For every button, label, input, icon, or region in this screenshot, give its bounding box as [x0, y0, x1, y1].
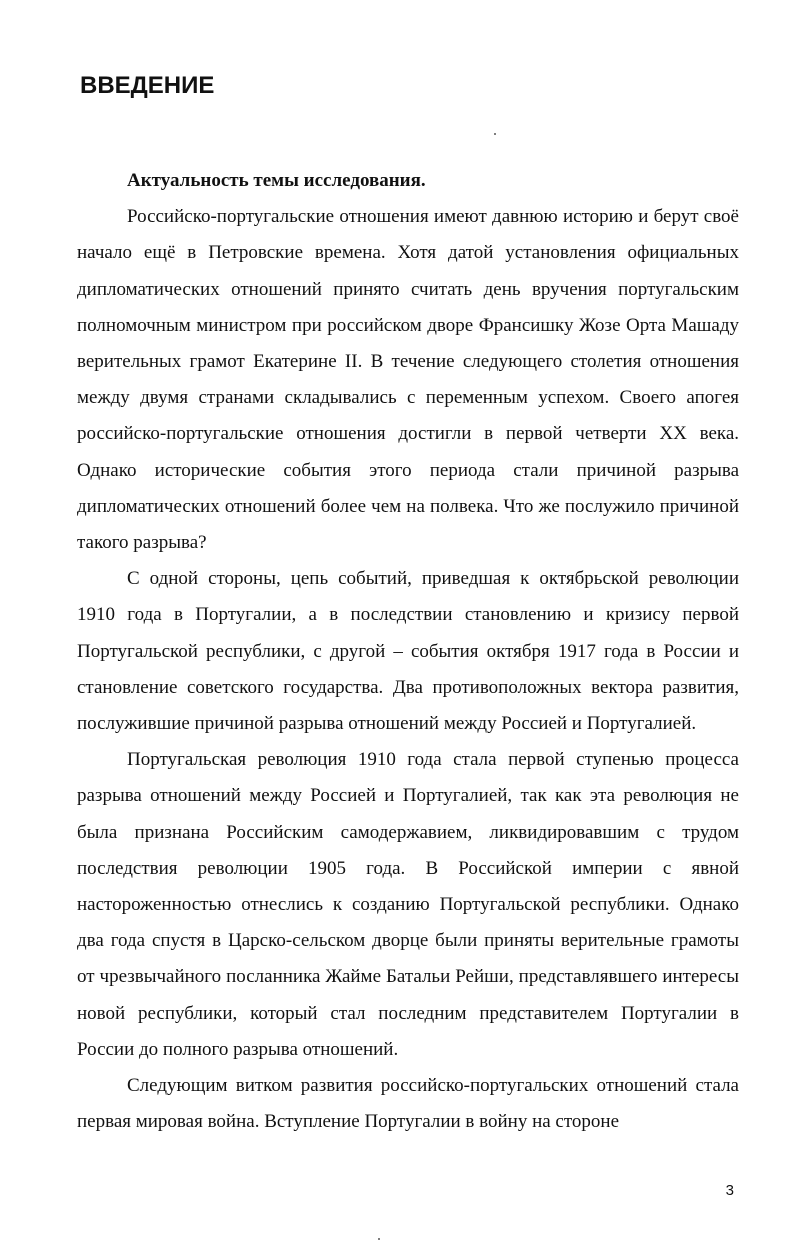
paragraph-3: Португальская революция 1910 года стала первой ступенью процесса разрыва отношений между Россией и Португалией, так как эта революция не была признана Российским самодержавием, ликвидировавшим с трудом последствия революции 1905 года. В Российской империи с явной настороженностью отнеслись к созданию Португальской республики. Однако два года спустя в Царско-сельском дворце были приняты верительные грамоты от чрезвычайного посланника Жайме Батальи Рейши, представлявшего интересы новой республики, который стал последним представителем Португалии в России до полного разрыва отношений.	[77, 749, 739, 1060]
paragraph-2: С одной стороны, цепь событий, приведшая к октябрьской революции 1910 года в Португалии, а в последствии становлению и кризису первой Португальской республики, с другой – события октября 1917 года в России и становление советского государства. Два противоположных вектора развития, послужившие причиной разрыва отношений между Россией и Португалией.	[77, 568, 739, 735]
paragraph-1: Российско-португальские отношения имеют давнюю историю и берут своё начало ещё в Петровские времена. Хотя датой установления официальных дипломатических отношений принято считать день вручения португальским полномочным министром при российском дворе Франсишку Жозе Орта Машаду верительных грамот Екатерине II. В течение следующего столетия отношения между двумя странами складывались с переменным успехом. Своего апогея российско-португальские отношения достигли в первой четверти XX века. Однако исторические события этого периода стали причиной разрыва дипломатических отношений более чем на полвека. Что же послужило причиной такого разрыва?	[77, 206, 739, 554]
scan-speck	[378, 1238, 380, 1240]
body-text	[77, 163, 739, 1140]
scan-speck	[494, 133, 496, 135]
page-number: 3	[725, 1182, 734, 1199]
subheading: Актуальность темы исследования.	[127, 170, 426, 191]
paragraph-4: Следующим витком развития российско-португальских отношений стала первая мировая война. Вступление Португалии в войну на стороне	[77, 1075, 739, 1133]
section-heading: ВВЕДЕНИЕ	[80, 72, 215, 99]
